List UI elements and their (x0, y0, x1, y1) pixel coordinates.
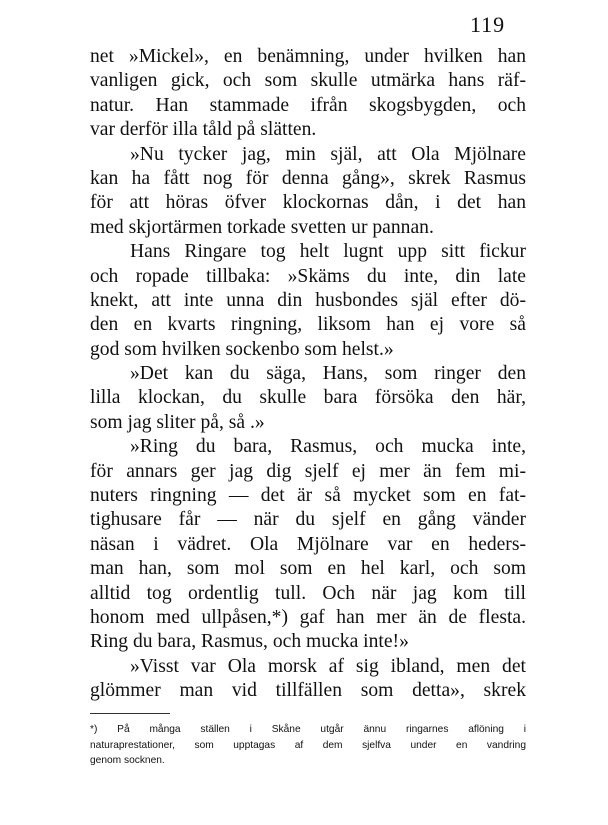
text-line: för att höras öfver klockornas dån, i det han (90, 192, 526, 214)
text-line: god som hvilken sockenbo som helst.» (90, 338, 394, 360)
text-line: den en kvarts ringning, liksom han ej vore så (90, 314, 526, 336)
text-line: nuters ringning — det är så mycket som en fat- (90, 485, 526, 507)
text-line: med skjortärmen torkade svetten ur pannan. (90, 216, 434, 238)
text-line: Ring du bara, Rasmus, och mucka inte!» (90, 631, 409, 653)
text-line: »Nu tycker jag, min själ, att Ola Mjölnare (130, 143, 526, 165)
text-line: kan ha fått nog för denna gång», skrek Rasmus (90, 167, 526, 189)
footnote-line: genom socknen. (90, 755, 165, 766)
footnote-rule (90, 713, 170, 714)
body-text (90, 45, 526, 704)
text-line: glömmer man vid tillfällen som detta», skrek (90, 680, 526, 702)
text-line: net »Mickel», en benämning, under hvilken han (90, 46, 526, 67)
footnote-line: naturaprestationer, som upptagas af dem sjelfva under en vandring (90, 739, 526, 751)
text-line: var derför illa tåld på slätten. (90, 119, 317, 141)
text-line: näsan i vädret. Ola Mjölnare var en heders- (90, 533, 526, 555)
text-line: och ropade tillbaka: »Skäms du inte, din late (90, 265, 526, 287)
footnote-line: *) På många ställen i Skåne utgår ännu ringarnes aflöning i (90, 724, 526, 735)
text-line: natur. Han stammade ifrån skogsbygden, och (90, 94, 526, 116)
text-line: vanligen gick, och som skulle utmärka hans räf- (90, 70, 526, 92)
text-line: som jag sliter på, så .» (90, 411, 265, 433)
page-number: 119 (470, 12, 506, 37)
text-line: man han, som mol som en hel karl, och som (90, 558, 526, 580)
text-line: »Det kan du säga, Hans, som ringer den (130, 363, 526, 385)
text-line: alltid tog ordentlig tull. Och när jag kom till (90, 582, 526, 604)
text-line: honom med ullpåsen,*) gaf han mer än de flesta. (90, 606, 526, 628)
text-line: »Ring du bara, Rasmus, och mucka inte, (130, 436, 526, 458)
text-line: Hans Ringare tog helt lugnt upp sitt fickur (130, 241, 526, 263)
text-line: »Visst var Ola morsk af sig ibland, men det (130, 655, 526, 677)
text-line: för annars ger jag dig sjelf ej mer än fem mi- (90, 460, 526, 482)
text-line: tighusare får — när du sjelf en gång vänder (90, 509, 526, 531)
text-line: knekt, att inte unna din husbondes själ efter dö- (90, 289, 526, 311)
footnote (90, 722, 526, 769)
text-line: lilla klockan, du skulle bara försöka den här, (90, 387, 526, 409)
